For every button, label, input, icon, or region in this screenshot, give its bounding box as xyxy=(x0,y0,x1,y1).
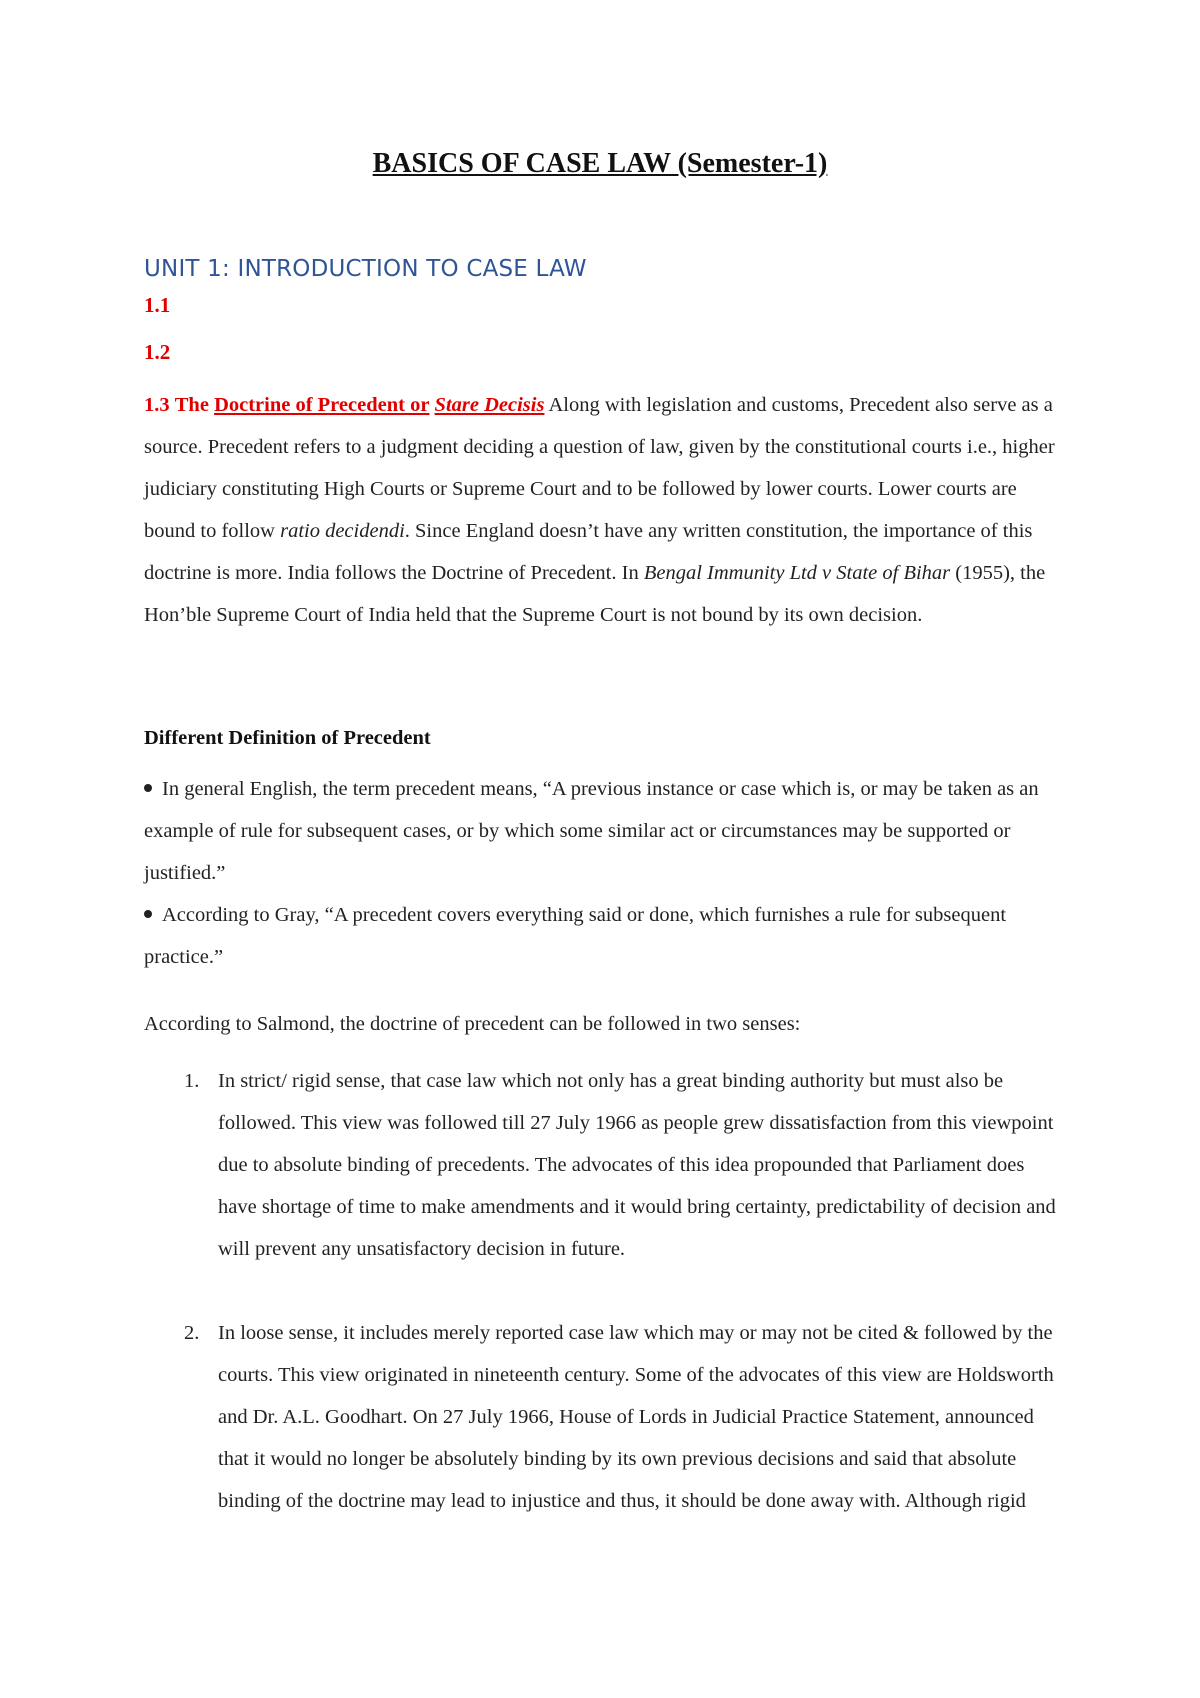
subheading-definitions: Different Definition of Precedent xyxy=(144,727,431,749)
list-item-text: In strict/ rigid sense, that case law which not only has a great binding authority but must also be followed. This view was followed till 27 July 1966 as people grew dissatisfaction from this viewpoint due to absolute binding of precedents. The advocates of this idea propounded that Parliament does have shortage of time to make amendments and it would bring certainty, predictability of decision and will prevent any unsatisfactory decision in future. xyxy=(218,1070,1056,1260)
section-title-doctrine: Doctrine of Precedent or xyxy=(214,394,430,416)
bullet-text: According to Gray, “A precedent covers everything said or done, which furnishes a rule for subsequent practice.” xyxy=(144,904,1007,968)
document-title: BASICS OF CASE LAW (Semester-1) xyxy=(372,148,828,179)
numbered-list-item-2 xyxy=(184,1312,1068,1522)
numbered-list-item-1 xyxy=(184,1060,1068,1270)
unit-heading: UNIT 1: INTRODUCTION TO CASE LAW xyxy=(144,256,587,282)
section-number-1-2: 1.2 xyxy=(144,340,171,364)
case-name: Bengal Immunity Ltd v State of Bihar xyxy=(643,562,951,584)
section-number-1-1: 1.1 xyxy=(144,293,171,317)
bullet-icon xyxy=(144,784,152,792)
list-number: 1. xyxy=(184,1070,200,1092)
section-number-1-3: 1.3 xyxy=(144,394,170,416)
bullet-text: In general English, the term precedent means, “A previous instance or case which is, or may be taken as an example of rule for subsequent cases, or by which some similar act or circumstances may be supported or justified.” xyxy=(144,778,1039,884)
bullet-item-1 xyxy=(144,768,1064,894)
list-item-text: In loose sense, it includes merely reported case law which may or may not be cited & followed by the courts. This view originated in nineteenth century. Some of the advocates of this view are Holdsworth and Dr. A.L. Goodhart. On 27 July 1966, House of Lords in Judicial Practice Statement, announced that it would no longer be absolutely binding by its own previous decisions and said that absolute binding of the doctrine may lead to injustice and thus, it should be done away with. Although rigid xyxy=(218,1322,1054,1512)
paragraph-text-part-1: Along with legislation and customs, Precedent also serve as a source. Precedent refers to a judgment deciding a question of law, given by the constitutional courts i.e., higher judiciary constituting High Courts or Supreme Court and to be followed by lower courts. Lower courts are bound to follow xyxy=(144,394,1055,542)
ratio-decidendi-term: ratio decidendi xyxy=(280,520,405,542)
list-number: 2. xyxy=(184,1322,200,1344)
salmond-intro: According to Salmond, the doctrine of precedent can be followed in two senses: xyxy=(144,1013,801,1035)
paragraph-doctrine-of-precedent xyxy=(144,384,1064,636)
paragraph-text-part-2: . Since England doesn’t have any written constitution, the importance of this doctrine is more. India follows the Doctrine of Precedent. In xyxy=(144,520,1033,584)
bullet-icon xyxy=(144,910,152,918)
bullet-item-2 xyxy=(144,894,1064,978)
section-title-stare-decisis: Stare Decisis xyxy=(434,394,545,416)
paragraph-text-part-3: (1955), the Hon’ble Supreme Court of India held that the Supreme Court is not bound by its own decision. xyxy=(144,562,1046,626)
section-title-the: The xyxy=(174,394,209,416)
